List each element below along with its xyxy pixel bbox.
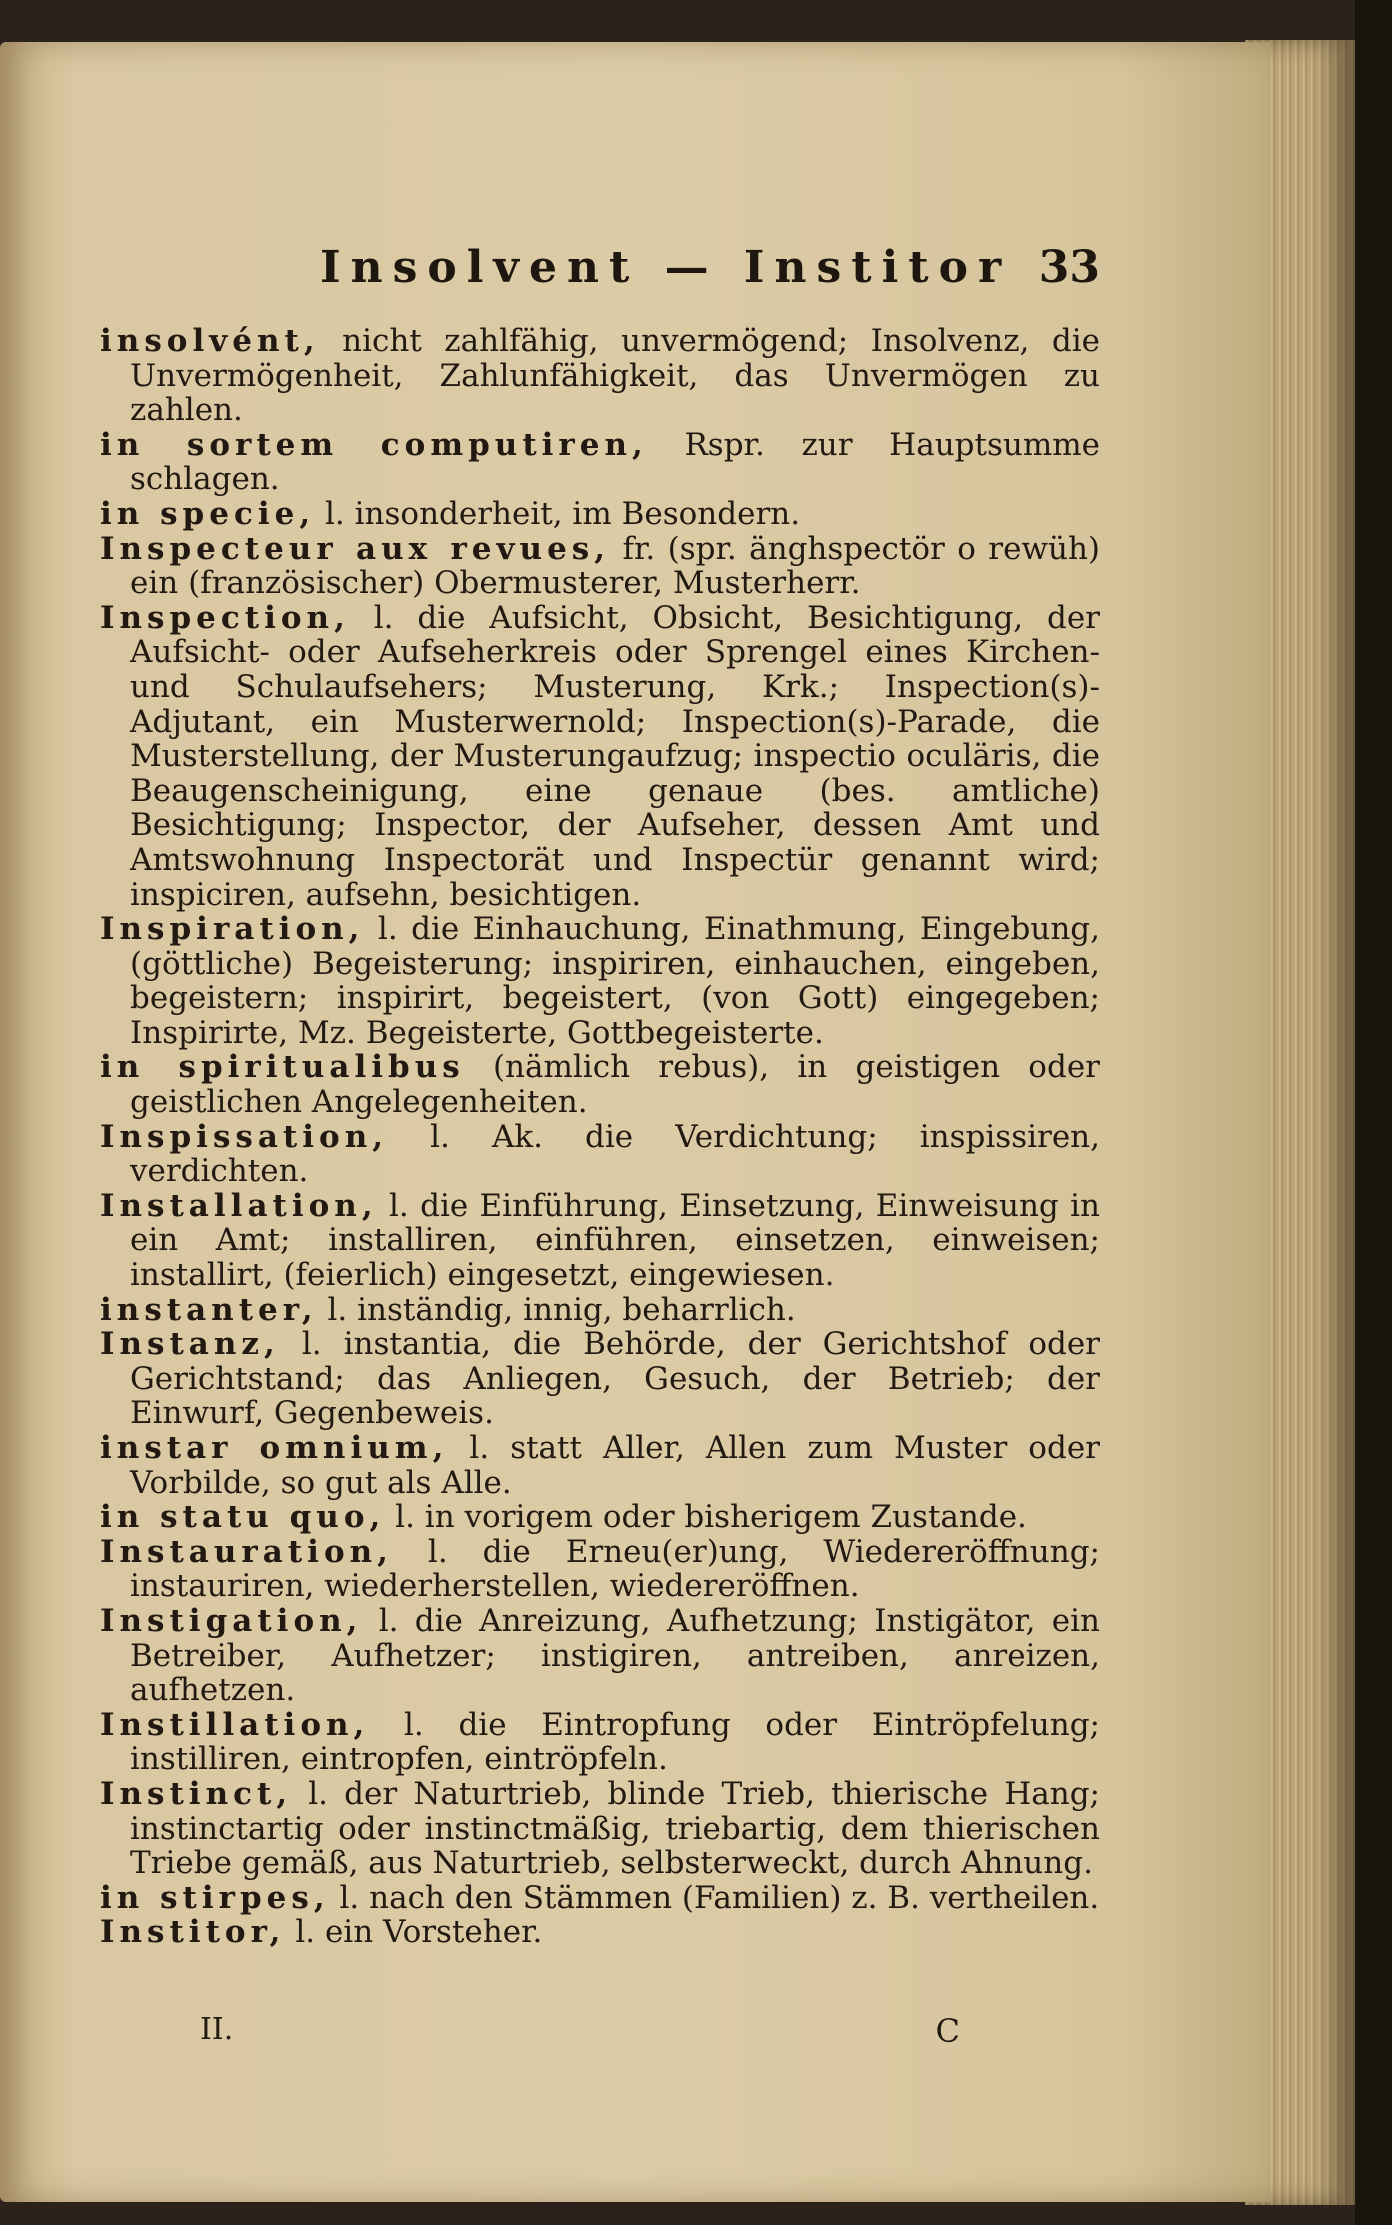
dictionary-entry bbox=[100, 497, 1100, 532]
dictionary-entries bbox=[100, 324, 1100, 1950]
entry-headword: Instillation, bbox=[100, 1706, 370, 1743]
entry-text: nicht zahlfähig, unvermögend; Insolvenz, die Unvermögenheit, Zahlunfähigkeit, das Unvermögen zu zahlen. bbox=[130, 323, 1100, 429]
entry-text: l. der Naturtrieb, blinde Trieb, thierische Hang; instinctartig oder instinctmäßig, triebartig, dem thierischen Triebe gemäß, aus Naturtrieb, selbsterweckt, durch Ahnung. bbox=[130, 1775, 1100, 1882]
entry-headword: Instinct, bbox=[100, 1775, 293, 1812]
entry-headword: instar omnium, bbox=[100, 1430, 449, 1466]
entry-text: l. die Einführung, Einsetzung, Einweisung in ein Amt; installiren, einführen, einsetzen, einweisen; installirt, (feierlich) eingesetzt, eingewiesen. bbox=[130, 1187, 1100, 1294]
page-number: 33 bbox=[1038, 242, 1100, 293]
entry-text: Rspr. zur Hauptsumme schlagen. bbox=[130, 426, 1100, 498]
entry-headword: Instauration, bbox=[100, 1533, 393, 1570]
dictionary-entry bbox=[100, 1604, 1100, 1708]
entry-text: l. in vorigem oder bisherigem Zustande. bbox=[385, 1499, 1027, 1536]
dictionary-entry bbox=[100, 1915, 1100, 1950]
entry-text: l. die Aufsicht, Obsicht, Besichtigung, der Aufsicht- oder Aufseherkreis oder Sprengel eines Kirchen- und Schulaufsehers; Musterung, Krk.; Inspection(s)-Adjutant, ein Musterwernold; Inspection(s)-Parade, die Musterstellung, der Musterungaufzug; inspectio oculäris, die Beaugenscheinigung, eine genaue (bes. amtliche) Besichtigung; Inspector, der Aufseher, dessen Amt und Amtswohnung Inspectorät und Inspectür genannt wird; inspiciren, aufsehn, besichtigen. bbox=[130, 599, 1100, 913]
entry-headword: in specie, bbox=[100, 495, 316, 532]
entry-headword: insolvént, bbox=[100, 323, 320, 359]
dictionary-entry bbox=[100, 1777, 1100, 1881]
dictionary-entry bbox=[100, 1431, 1100, 1500]
entry-text: l. Ak. die Verdichtung; inspissiren, verdichten. bbox=[130, 1118, 1100, 1190]
entry-headword: in stirpes, bbox=[100, 1879, 330, 1916]
entry-headword: Inspection, bbox=[100, 599, 350, 636]
entry-headword: Instanz, bbox=[100, 1326, 280, 1363]
dictionary-entry bbox=[100, 324, 1100, 428]
entry-text: l. inständig, innig, beharrlich. bbox=[317, 1291, 796, 1328]
entry-headword: Inspissation, bbox=[100, 1118, 389, 1155]
dictionary-entry bbox=[100, 1189, 1100, 1293]
entry-text: l. die Erneu(er)ung, Wiedereröffnung; instauriren, wiederherstellen, wiedereröffnen. bbox=[130, 1533, 1100, 1605]
dictionary-entry bbox=[100, 1708, 1100, 1777]
dictionary-entry bbox=[100, 912, 1100, 1050]
entry-headword: in statu quo, bbox=[100, 1499, 386, 1536]
dictionary-entry bbox=[100, 1120, 1100, 1189]
entry-headword: Instigation, bbox=[100, 1602, 363, 1639]
running-header bbox=[320, 242, 1100, 302]
entry-text: l. nach den Stämmen (Familien) z. B. vertheilen. bbox=[329, 1879, 1100, 1916]
entry-headword: in spiritualibus bbox=[100, 1049, 465, 1086]
signature-mark: II. bbox=[200, 2012, 234, 2047]
dictionary-entry bbox=[100, 428, 1100, 497]
entry-text: l. die Anreizung, Aufhetzung; Instigätor, ein Betreiber, Aufhetzer; instigiren, antreiben, anreizen, aufhetzen. bbox=[130, 1602, 1100, 1709]
dictionary-entry bbox=[100, 1327, 1100, 1431]
dictionary-entry bbox=[100, 1500, 1100, 1535]
catch-mark: C bbox=[935, 2012, 960, 2050]
book-page bbox=[0, 42, 1270, 2202]
book-spine-shadow bbox=[1355, 0, 1392, 2225]
dictionary-entry bbox=[100, 1293, 1100, 1328]
entry-text: fr. (spr. änghspectör o rewüh) ein (französischer) Obermusterer, Musterherr. bbox=[130, 530, 1101, 602]
dictionary-entry bbox=[100, 601, 1100, 912]
dictionary-entry bbox=[100, 1050, 1100, 1119]
entry-text: l. insonderheit, im Besondern. bbox=[315, 495, 801, 532]
entry-headword: instanter, bbox=[100, 1291, 318, 1328]
page-footer bbox=[200, 2012, 960, 2062]
dictionary-entry bbox=[100, 532, 1100, 601]
entry-headword: Institor, bbox=[100, 1914, 286, 1951]
running-title: Insolvent — Institor bbox=[320, 242, 1012, 293]
entry-headword: in sortem computiren, bbox=[100, 426, 648, 463]
dictionary-entry bbox=[100, 1881, 1100, 1916]
entry-text: l. ein Vorsteher. bbox=[285, 1914, 543, 1951]
dictionary-entry bbox=[100, 1535, 1100, 1604]
entry-text: (nämlich rebus), in geistigen oder geistlichen Angelegenheiten. bbox=[130, 1049, 1100, 1121]
entry-headword: Inspecteur aux revues, bbox=[100, 530, 611, 567]
entry-headword: Installation, bbox=[100, 1187, 378, 1224]
entry-headword: Inspiration, bbox=[100, 911, 365, 948]
entry-text: l. die Einhauchung, Einathmung, Eingebung, (göttliche) Begeisterung; inspiriren, einhauchen, eingeben, begeistern; inspirirt, begeistert, (von Gott) eingegeben; Inspirirte, Mz. Begeisterte, Gottbegeisterte. bbox=[130, 911, 1100, 1051]
entry-text: l. statt Aller, Allen zum Muster oder Vorbilde, so gut als Alle. bbox=[130, 1430, 1100, 1501]
entry-text: l. die Eintropfung oder Eintröpfelung; instilliren, eintropfen, eintröpfeln. bbox=[130, 1706, 1100, 1778]
entry-text: l. instantia, die Behörde, der Gerichtshof oder Gerichtstand; das Anliegen, Gesuch, der Betrieb; der Einwurf, Gegenbeweis. bbox=[130, 1326, 1100, 1432]
